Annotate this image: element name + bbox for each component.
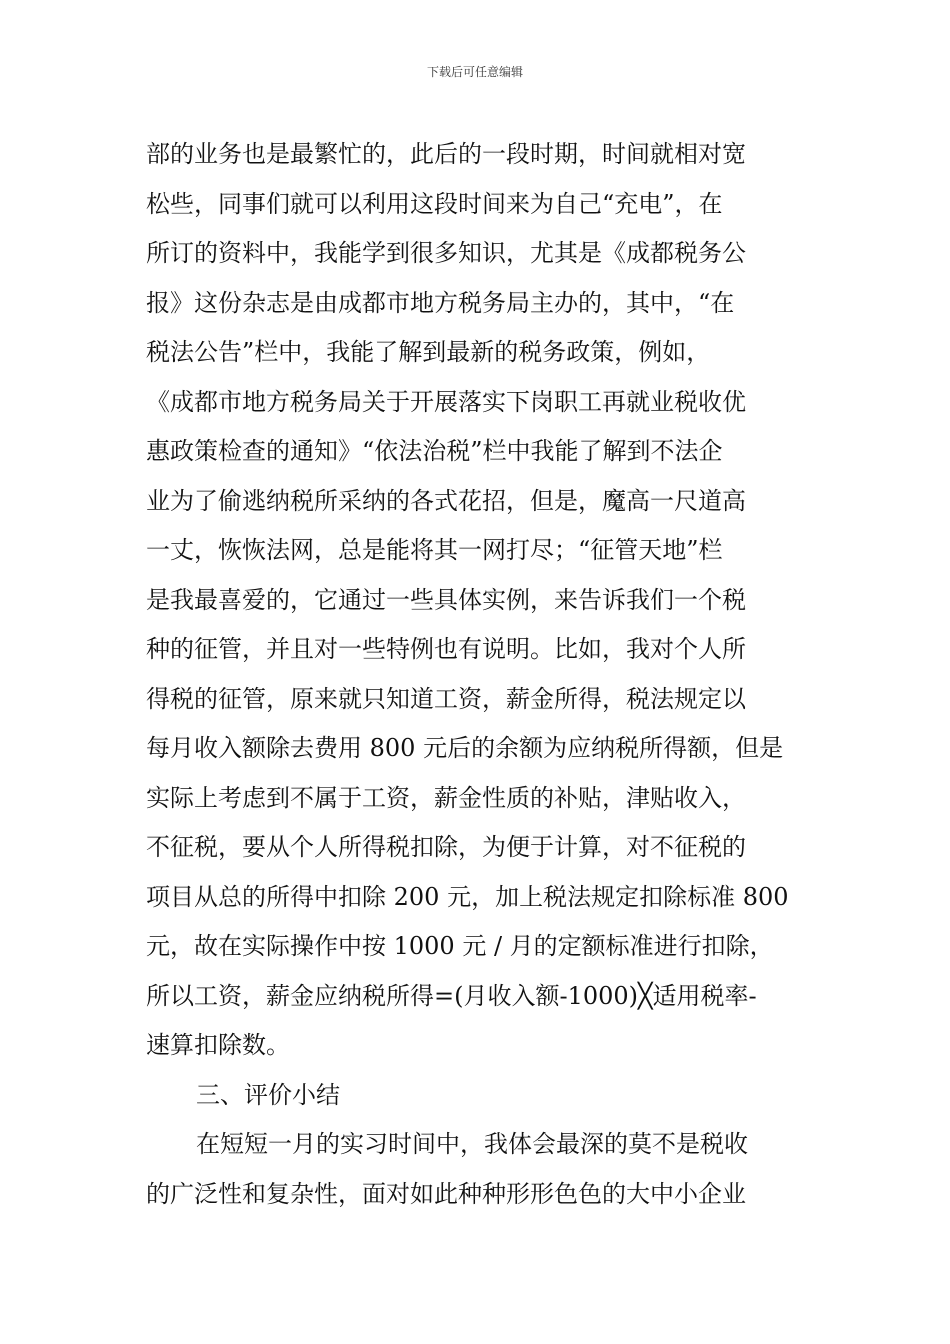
paragraph-line: 一丈，恢恢法网，总是能将其一网打尽；“征管天地”栏 <box>146 536 723 564</box>
paragraph-line: 惠政策检查的通知》“依法治税”栏中我能了解到不法企 <box>146 437 723 465</box>
paragraph-line: 松些，同事们就可以利用这段时间来为自己“充电”，在 <box>146 189 723 218</box>
paragraph-line: 种的征管，并且对一些特例也有说明。比如，我对个人所 <box>146 635 746 663</box>
section-heading: 三、评价小结 <box>196 1080 340 1109</box>
paragraph-line: 是我最喜爱的，它通过一些具体实例，来告诉我们一个税 <box>146 585 746 614</box>
page-header: 下载后可任意编辑 <box>426 65 523 79</box>
paragraph-line: 业为了偷逃纳税所采纳的各式花招，但是，魔高一尺道高 <box>146 486 746 515</box>
paragraph-line: 在短短一月的实习时间中，我体会最深的莫不是税收 <box>196 1130 748 1158</box>
paragraph-line: 所以工资，薪金应纳税所得=(月收入额-1000)╳适用税率- <box>146 981 757 1010</box>
paragraph-line: 不征税，要从个人所得税扣除，为便于计算，对不征税的 <box>146 833 746 861</box>
paragraph-line: 税法公告”栏中，我能了解到最新的税务政策，例如， <box>146 338 711 366</box>
paragraph-line: 的广泛性和复杂性，面对如此种种形形色色的大中小企业 <box>146 1179 746 1208</box>
paragraph-line: 部的业务也是最繁忙的，此后的一段时期，时间就相对宽 <box>146 140 746 168</box>
paragraph-line: 每月收入额除去费用 800 元后的余额为应纳税所得额，但是 <box>146 734 784 762</box>
paragraph-line: 速算扣除数。 <box>146 1031 290 1059</box>
paragraph-line: 《成都市地方税务局关于开展落实下岗职工再就业税收优 <box>146 387 746 416</box>
paragraph-line: 元，故在实际操作中按 1000 元 / 月的定额标准进行扣除， <box>146 932 774 960</box>
paragraph-line: 项目从总的所得中扣除 200 元，加上税法规定扣除标准 800 <box>146 882 789 911</box>
paragraph-line: 所订的资料中，我能学到很多知识，尤其是《成都税务公 <box>146 239 746 267</box>
paragraph-line: 得税的征管，原来就只知道工资，薪金所得，税法规定以 <box>146 684 746 713</box>
paragraph-line: 实际上考虑到不属于工资，薪金性质的补贴，津贴收入， <box>146 783 746 812</box>
paragraph-line: 报》这份杂志是由成都市地方税务局主办的，其中，“在 <box>146 288 735 317</box>
body-text <box>146 130 806 1219</box>
